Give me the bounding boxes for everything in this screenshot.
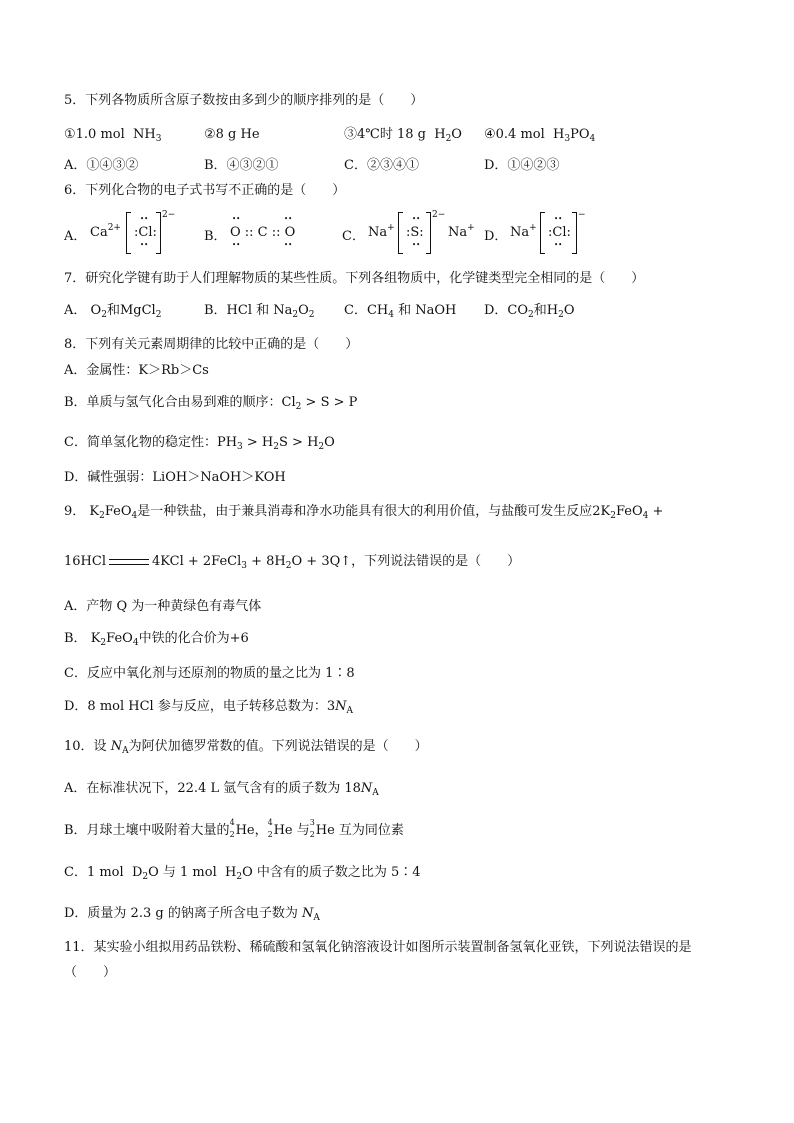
q9-option-a[interactable]: A．产物 Q 为一种黄绿色有毒气体 — [64, 599, 262, 614]
q9-option-d[interactable]: D．8 mol HCl 参与反应，电子转移总数为：$3N_A$ — [64, 699, 353, 716]
q9-stem-line2: 16HCl 4KCl + 2FeCl$_3$ + $8H_2O$ + 3Q↑，下列说法错误的是（ ） — [64, 554, 521, 571]
q10-option-b[interactable]: B．月球土壤中吸附着大量的 4 2 He， 4 2 He 与 3 2 He 互为同位素 — [64, 818, 404, 839]
q9-option-b[interactable]: B． $K_2FeO_4$中铁的化合价为+6 — [64, 631, 249, 648]
q7-options — [64, 302, 744, 322]
q7-option-d[interactable]: D．$CO_2$和$H_2O$ — [484, 303, 575, 320]
q6-stem: 6．下列化合物的电子式书写不正确的是（ ） — [64, 183, 346, 198]
q8-option-a[interactable]: A．金属性：K＞Rb＞Cs — [64, 363, 209, 378]
q10-option-d[interactable]: D．质量为 2.3 g 的钠离子所含电子数为 $N_A$ — [64, 906, 320, 923]
q11-stem: 11．某实验小组拟用药品铁粉、稀硫酸和氢氧化钠溶液设计如图所示装置制备氢氧化亚铁，下列说法错误的是 — [64, 940, 692, 955]
q7-option-a[interactable]: A． $O_2$和MgCl$_2$ — [64, 303, 162, 320]
q5-item-2: ②8 g He — [204, 127, 260, 142]
q9-stem-line1: 9． $K_2FeO_4$是一种铁盐，由于兼具消毒和净水功能具有很大的利用价值，与盐酸可发生反应$2K_2FeO_4$ + — [64, 504, 664, 521]
q8-option-d[interactable]: D．碱性强弱：LiOH＞NaOH＞KOH — [64, 470, 286, 485]
q8-stem: 8．下列有关元素周期律的比较中正确的是（ ） — [64, 337, 359, 352]
q5-items: ①1.0 mol $NH_3$ ②8 g He ③4℃时 18 g $H_2O$ ④0.4 mol $H_3PO_4$ — [64, 127, 596, 144]
q5-option-d[interactable]: D．①④②③ — [484, 158, 560, 173]
q6-option-b[interactable]: B． •• •• O :: C :: O •• •• — [204, 215, 296, 249]
q10-option-a[interactable]: A．在标准状况下，22.4 L 氩气含有的质子数为 $18N_A$ — [64, 781, 379, 798]
q5-item-1: ①1.0 mol — [64, 127, 125, 142]
q8-option-b[interactable]: B．单质与氢气化合由易到难的顺序：$Cl_2 > S > P$ — [64, 395, 358, 412]
q7-stem: 7．研究化学键有助于人们理解物质的某些性质。下列各组物质中，化学键类型完全相同的是（ ） — [64, 271, 645, 286]
q6-option-d[interactable]: D． Na+ •• :Cl: •• − — [484, 212, 594, 258]
q5-stem: 5．下列各物质所含原子数按由多到少的顺序排列的是（ ） — [64, 93, 424, 108]
q11-stem-tail: （ ） — [64, 965, 117, 980]
q5-option-c[interactable]: C．②③④① — [344, 158, 419, 173]
q5-option-a[interactable]: A．①④③② — [64, 158, 139, 173]
q5-options — [64, 157, 744, 177]
q7-option-b[interactable]: B．HCl 和 $Na_2O_2$ — [204, 303, 315, 320]
q10-option-c[interactable]: C．1 mol $D_2O$ 与 1 mol $H_2O$ 中含有的质子数之比为 5∶4 — [64, 865, 421, 882]
q6-option-a[interactable]: A． $Ca^{2+}$ •• :Cl: •• 2− — [64, 212, 194, 258]
equals-arrow-icon — [109, 559, 149, 565]
q9-option-c[interactable]: C．反应中氧化剂与还原剂的物质的量之比为 1∶8 — [64, 666, 355, 681]
q6-option-c[interactable]: C． Na+ •• :S: •• 2− Na+ — [342, 212, 492, 258]
q5-option-b[interactable]: B．④③②① — [204, 158, 279, 173]
q5-item-3: ③4℃时 18 g — [344, 127, 426, 142]
q10-stem: 10．设 $N_A$为阿伏加德罗常数的值。下列说法错误的是（ ） — [64, 739, 428, 756]
q5-item-4: ④0.4 mol — [484, 127, 545, 142]
q7-option-c[interactable]: C．$CH_4$ 和 NaOH — [344, 303, 457, 320]
q8-option-c[interactable]: C．简单氢化物的稳定性：$PH_3 > H_2S > H_2O$ — [64, 435, 335, 452]
